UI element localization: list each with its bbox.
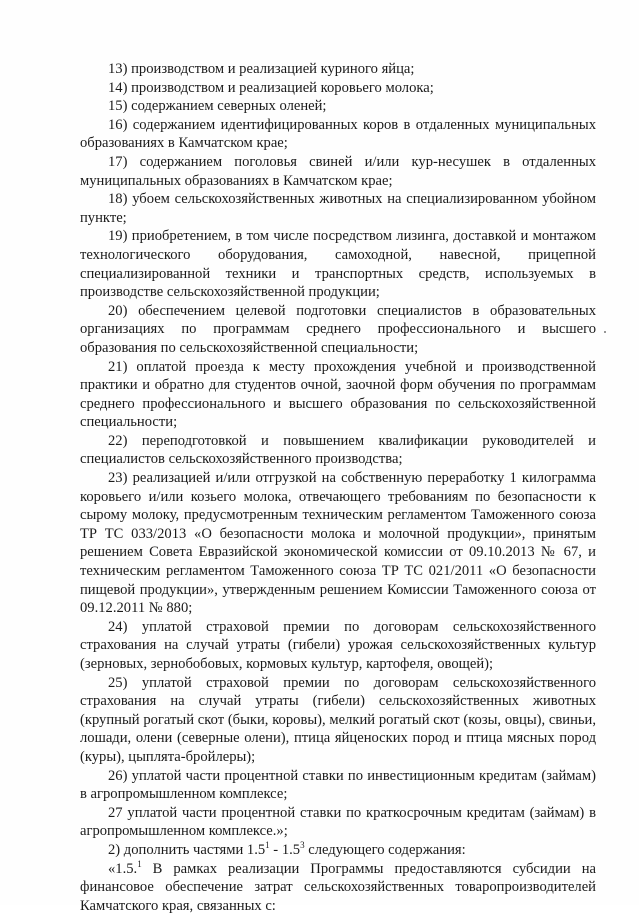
list-item-22: 22) переподготовкой и повышением квалификации руководителей и специалистов сельскохозяйственного производства; <box>80 432 596 468</box>
amendment-item-2-prefix: 2) дополнить частями 1.5 <box>108 841 266 858</box>
list-item-16: 16) содержанием идентифицированных коров в отдаленных муниципальных образованиях в Камчатском крае; <box>80 116 596 152</box>
superscript-1: 1 <box>265 840 270 851</box>
list-item-19: 19) приобретением, в том числе посредством лизинга, доставкой и монтажом технологического оборудования, самоходной, навесной, прицепной специализированной техники и транспортных средств, используемых в производстве сельскохозяйственной продукции; <box>80 228 596 301</box>
clause-1-5-1-text: В рамках реализации Программы предоставляются субсидии на финансовое обеспечение затрат сельскохозяйственных товаропроизводителей Камчатского края, связанных с: <box>80 860 596 914</box>
document-body <box>80 60 596 915</box>
scan-speck <box>604 331 606 333</box>
list-item-20: 20) обеспечением целевой подготовки специалистов в образовательных организациях по программам среднего профессионального и высшего образования по сельскохозяйственной специальности; <box>80 302 596 356</box>
clause-1-5-1 <box>80 860 596 915</box>
list-item-23: 23) реализацией и/или отгрузкой на собственную переработку 1 килограмма коровьего и/или козьего молока, отвечающего требованиям по безопасности к сырому молоку, предусмотренным техническим регламентом Таможенного союза ТР ТС 033/2013 «О безопасности молока и молочной продукции», принятым решением Совета Евразийской экономической комиссии от 09.10.2013 № 67, и техническим регламентом Таможенного союза ТР ТС 021/2011 «О безопасности пищевой продукции», утвержденным решением Комиссии Таможенного союза от 09.12.2011 № 880; <box>80 470 596 617</box>
list-item-24: 24) уплатой страховой премии по договорам сельскохозяйственного страхования на случай утраты (гибели) урожая сельскохозяйственных культур (зерновых, зернобобовых, кормовых культур, картофеля, овощей); <box>80 618 596 672</box>
list-item-21: 21) оплатой проезда к месту прохождения учебной и производственной практики и обратно для студентов очной, заочной форм обучения по программам среднего профессионального и высшего образования по сельскохозяйственной специальности; <box>80 358 596 431</box>
clause-1-5-1-prefix: «1.5. <box>108 860 138 877</box>
list-item-18: 18) убоем сельскохозяйственных животных на специализированном убойном пункте; <box>80 191 596 226</box>
clause-superscript: 1 <box>137 858 142 869</box>
list-item-13: 13) производством и реализацией куриного яйца; <box>108 61 415 77</box>
list-item-27: 27 уплатой части процентной ставки по краткосрочным кредитам (займам) в агропромышленном комплексе.»; <box>80 804 596 840</box>
amendment-item-2-middle: - 1.5 <box>269 841 301 858</box>
list-item-25: 25) уплатой страховой премии по договорам сельскохозяйственного страхования на случай утраты (гибели) сельскохозяйственных животных (крупный рогатый скот (быки, коровы), мелкий рогатый скот (козы, овцы), свиньи, лошади, олени (северные олени), птица яйценоских пород и птица мясных пород (куры), цыплята-бройлеры); <box>80 674 596 765</box>
list-item-26: 26) уплатой части процентной ставки по инвестиционным кредитам (займам) в агропромышленном комплексе; <box>80 767 596 803</box>
list-item-15: 15) содержанием северных оленей; <box>108 98 327 115</box>
list-item-17: 17) содержанием поголовья свиней и/или кур-несушек в отдаленных муниципальных образованиях в Камчатском крае; <box>80 153 596 189</box>
list-item-14: 14) производством и реализацией коровьего молока; <box>108 79 434 96</box>
amendment-item-2 <box>80 841 596 860</box>
superscript-3: 3 <box>300 840 305 851</box>
amendment-item-2-suffix: следующего содержания: <box>304 841 466 858</box>
